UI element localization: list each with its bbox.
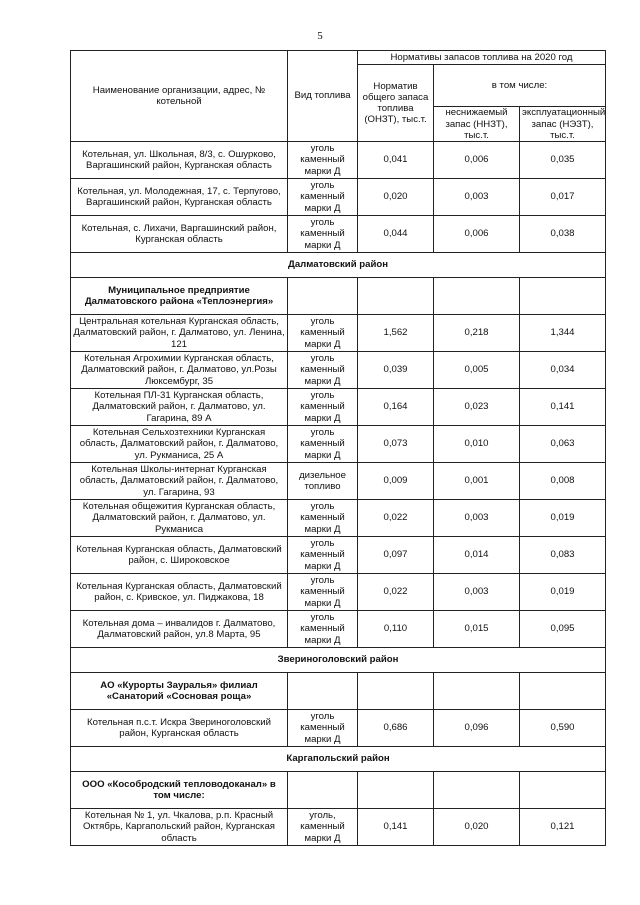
table-row bbox=[71, 426, 606, 463]
boiler-name: Котельная, с. Лихачи, Варгашинский район, Курганская область bbox=[71, 216, 288, 253]
nnzt-value: 0,023 bbox=[434, 389, 520, 426]
boiler-name: Котельная Агрохимии Курганская область, Далматовский район, г. Далматово, ул.Розы Люксембург, 35 bbox=[71, 352, 288, 389]
boiler-name: Котельная п.с.т. Искра Звериноголовский район, Курганская область bbox=[71, 710, 288, 747]
total-reserve: 0,022 bbox=[358, 574, 434, 611]
nezt-value: 1,344 bbox=[520, 315, 606, 352]
fuel-type: уголь каменный марки Д bbox=[288, 611, 358, 648]
table-row bbox=[71, 216, 606, 253]
empty-cell bbox=[358, 673, 434, 710]
fuel-type: дизельное топливо bbox=[288, 463, 358, 500]
total-reserve: 0,097 bbox=[358, 537, 434, 574]
empty-cell bbox=[434, 772, 520, 809]
table-row bbox=[71, 352, 606, 389]
nezt-value: 0,034 bbox=[520, 352, 606, 389]
total-reserve: 0,009 bbox=[358, 463, 434, 500]
total-reserve: 0,110 bbox=[358, 611, 434, 648]
total-reserve: 0,164 bbox=[358, 389, 434, 426]
district-row bbox=[71, 648, 606, 673]
table-row bbox=[71, 611, 606, 648]
table-row bbox=[71, 142, 606, 179]
boiler-name: Котельная дома – инвалидов г. Далматово, Далматовский район, ул.8 Марта, 95 bbox=[71, 611, 288, 648]
nezt-value: 0,141 bbox=[520, 389, 606, 426]
total-reserve: 0,141 bbox=[358, 809, 434, 846]
organization-name: Муниципальное предприятие Далматовского района «Теплоэнергия» bbox=[71, 278, 288, 315]
nezt-value: 0,019 bbox=[520, 500, 606, 537]
table-row bbox=[71, 179, 606, 216]
organization-name: АО «Курорты Зауралья» филиал «Санаторий «Сосновая роща» bbox=[71, 673, 288, 710]
nnzt-value: 0,096 bbox=[434, 710, 520, 747]
nnzt-value: 0,001 bbox=[434, 463, 520, 500]
empty-cell bbox=[520, 278, 606, 315]
total-reserve: 0,686 bbox=[358, 710, 434, 747]
nezt-value: 0,035 bbox=[520, 142, 606, 179]
nnzt-value: 0,218 bbox=[434, 315, 520, 352]
boiler-name: Котельная Школы-интернат Курганская область, Далматовский район, г. Далматово, ул. Гагарина, 93 bbox=[71, 463, 288, 500]
total-reserve: 0,073 bbox=[358, 426, 434, 463]
page-number: 5 bbox=[317, 30, 323, 42]
district-row bbox=[71, 253, 606, 278]
total-reserve: 0,022 bbox=[358, 500, 434, 537]
empty-cell bbox=[520, 673, 606, 710]
fuel-type: уголь каменный марки Д bbox=[288, 426, 358, 463]
table-row bbox=[71, 500, 606, 537]
header-norms: Нормативы запасов топлива на 2020 год bbox=[358, 51, 606, 65]
nnzt-value: 0,006 bbox=[434, 142, 520, 179]
total-reserve: 0,041 bbox=[358, 142, 434, 179]
empty-cell bbox=[288, 673, 358, 710]
fuel-type: уголь каменный марки Д bbox=[288, 179, 358, 216]
organization-row bbox=[71, 278, 606, 315]
boiler-name: Котельная, ул. Молодежная, 17, с. Терпугово, Варгашинский район, Курганская область bbox=[71, 179, 288, 216]
nezt-value: 0,063 bbox=[520, 426, 606, 463]
nezt-value: 0,008 bbox=[520, 463, 606, 500]
nezt-value: 0,038 bbox=[520, 216, 606, 253]
fuel-type: уголь каменный марки Д bbox=[288, 352, 358, 389]
table-row bbox=[71, 315, 606, 352]
fuel-type: уголь каменный марки Д bbox=[288, 142, 358, 179]
empty-cell bbox=[288, 278, 358, 315]
fuel-norms-table bbox=[70, 50, 606, 846]
table-row bbox=[71, 574, 606, 611]
organization-row bbox=[71, 673, 606, 710]
total-reserve: 0,039 bbox=[358, 352, 434, 389]
fuel-type: уголь каменный марки Д bbox=[288, 574, 358, 611]
empty-cell bbox=[288, 772, 358, 809]
header-org: Наименование организации, адрес, № котельной bbox=[71, 51, 288, 142]
empty-cell bbox=[358, 772, 434, 809]
organization-name: ООО «Кособродский тепловодоканал» в том числе: bbox=[71, 772, 288, 809]
table-row bbox=[71, 463, 606, 500]
nnzt-value: 0,003 bbox=[434, 574, 520, 611]
fuel-type: уголь каменный марки Д bbox=[288, 500, 358, 537]
table-row bbox=[71, 710, 606, 747]
boiler-name: Котельная Курганская область, Далматовский район, с. Кривское, ул. Пиджакова, 18 bbox=[71, 574, 288, 611]
nnzt-value: 0,015 bbox=[434, 611, 520, 648]
header-row bbox=[71, 51, 606, 65]
fuel-type: уголь каменный марки Д bbox=[288, 537, 358, 574]
nezt-value: 0,017 bbox=[520, 179, 606, 216]
empty-cell bbox=[358, 278, 434, 315]
table-row bbox=[71, 537, 606, 574]
table-row bbox=[71, 809, 606, 846]
organization-row bbox=[71, 772, 606, 809]
nezt-value: 0,590 bbox=[520, 710, 606, 747]
nnzt-value: 0,003 bbox=[434, 500, 520, 537]
boiler-name: Котельная общежития Курганская область, Далматовский район, г. Далматово, ул. Рукманиса bbox=[71, 500, 288, 537]
empty-cell bbox=[434, 673, 520, 710]
boiler-name: Котельная, ул. Школьная, 8/3, с. Ошурково, Варгашинский район, Курганская область bbox=[71, 142, 288, 179]
boiler-name: Центральная котельная Курганская область, Далматовский район, г. Далматово, ул. Ленина, 121 bbox=[71, 315, 288, 352]
nezt-value: 0,083 bbox=[520, 537, 606, 574]
boiler-name: Котельная Сельхозтехники Курганская область, Далматовский район, г. Далматово, ул. Рукманиса, 25 А bbox=[71, 426, 288, 463]
nnzt-value: 0,014 bbox=[434, 537, 520, 574]
nnzt-value: 0,005 bbox=[434, 352, 520, 389]
nezt-value: 0,095 bbox=[520, 611, 606, 648]
total-reserve: 1,562 bbox=[358, 315, 434, 352]
district-name: Далматовский район bbox=[71, 253, 606, 278]
total-reserve: 0,020 bbox=[358, 179, 434, 216]
nnzt-value: 0,006 bbox=[434, 216, 520, 253]
header-nezt: эксплуатационный запас (НЭЗТ), тыс.т. bbox=[520, 107, 606, 142]
boiler-name: Котельная № 1, ул. Чкалова, р.п. Красный Октябрь, Каргапольский район, Курганская область bbox=[71, 809, 288, 846]
boiler-name: Котельная Курганская область, Далматовский район, с. Широковское bbox=[71, 537, 288, 574]
fuel-type: уголь, каменный марки Д bbox=[288, 809, 358, 846]
empty-cell bbox=[434, 278, 520, 315]
fuel-type: уголь каменный марки Д bbox=[288, 710, 358, 747]
header-including: в том числе: bbox=[434, 65, 606, 107]
nnzt-value: 0,020 bbox=[434, 809, 520, 846]
fuel-type: уголь каменный марки Д bbox=[288, 315, 358, 352]
total-reserve: 0,044 bbox=[358, 216, 434, 253]
header-nnzt: неснижаемый запас (ННЗТ), тыс.т. bbox=[434, 107, 520, 142]
header-fuel: Вид топлива bbox=[288, 51, 358, 142]
nezt-value: 0,121 bbox=[520, 809, 606, 846]
table-row bbox=[71, 389, 606, 426]
district-name: Каргапольский район bbox=[71, 747, 606, 772]
district-name: Звериноголовский район bbox=[71, 648, 606, 673]
empty-cell bbox=[520, 772, 606, 809]
nezt-value: 0,019 bbox=[520, 574, 606, 611]
header-total: Норматив общего запаса топлива (ОНЗТ), тыс.т. bbox=[358, 65, 434, 142]
district-row bbox=[71, 747, 606, 772]
fuel-type: уголь каменный марки Д bbox=[288, 216, 358, 253]
boiler-name: Котельная ПЛ-31 Курганская область, Далматовский район, г. Далматово, ул. Гагарина, 89 А bbox=[71, 389, 288, 426]
fuel-type: уголь каменный марки Д bbox=[288, 389, 358, 426]
nnzt-value: 0,003 bbox=[434, 179, 520, 216]
nnzt-value: 0,010 bbox=[434, 426, 520, 463]
